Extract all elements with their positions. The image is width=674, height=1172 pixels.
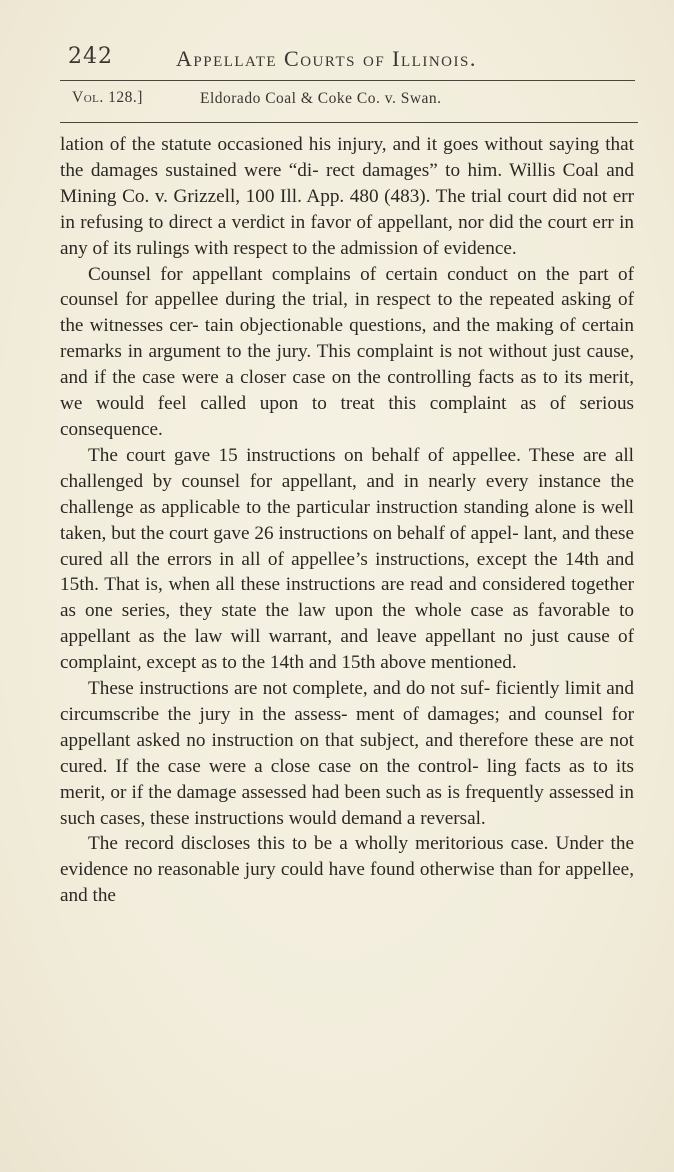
running-title: Appellate Courts of Illinois. [176, 46, 477, 71]
paragraph-4: These instructions are not complete, and do not suf- ficiently limit and circumscribe the jury in the assess- ment of damages; and counsel for appellant asked no instruction on that subject, and therefore these are not cured. If the case were a close case on the control- ling facts as to its merit, or if the damage assessed had been such as is frequently assessed in such cases, these instructions would demand a reversal. [60, 678, 634, 829]
header-rule-bottom [60, 122, 638, 123]
case-subheader [72, 89, 632, 113]
paragraph-3: The court gave 15 instructions on behalf of appellee. These are all challenged by counsel for appellant, and in nearly every instance the challenge as applicable to the particular instruction standing alone is well taken, but the court gave 26 instructions on behalf of appel- lant, and these cured all the errors in all of appellee’s instructions, except the 14th and 15th. That is, when all these instructions are read and considered together as one series, they state the law upon the whole case as favorable to appellant as the law will warrant, and leave appellant no just cause of complaint, except as to the 14th and 15th above mentioned. [60, 444, 634, 674]
case-title: Eldorado Coal & Coke Co. v. Swan. [200, 90, 442, 107]
header-rule-top [60, 80, 635, 81]
body-text [60, 132, 634, 909]
paragraph-1: lation of the statute occasioned his injury, and it goes without saying that the damages sustained were “di- rect damages” to him. Willis Coal and Mining Co. v. Grizzell, 100 Ill. App. 480 (483). The trial court did not err in refusing to direct a verdict in favor of appellant, nor did the court err in any of its rulings with respect to the admission of evidence. [60, 134, 634, 259]
volume-label: Vol. 128.] [72, 89, 143, 106]
paragraph-5: The record discloses this to be a wholly meritorious case. Under the evidence no reasonable jury could have found otherwise than for appellee, and the [60, 833, 634, 907]
paragraph-2: Counsel for appellant complains of certain conduct on the part of counsel for appellee during the trial, in respect to the repeated asking of the witnesses cer- tain objectionable questions, and the making of certain remarks in argument to the jury. This complaint is not without just cause, and if the case were a closer case on the controlling facts as to its merit, we would feel called upon to treat this complaint as of serious consequence. [60, 263, 634, 440]
page-number: 242 [68, 44, 113, 69]
running-head [68, 44, 548, 78]
